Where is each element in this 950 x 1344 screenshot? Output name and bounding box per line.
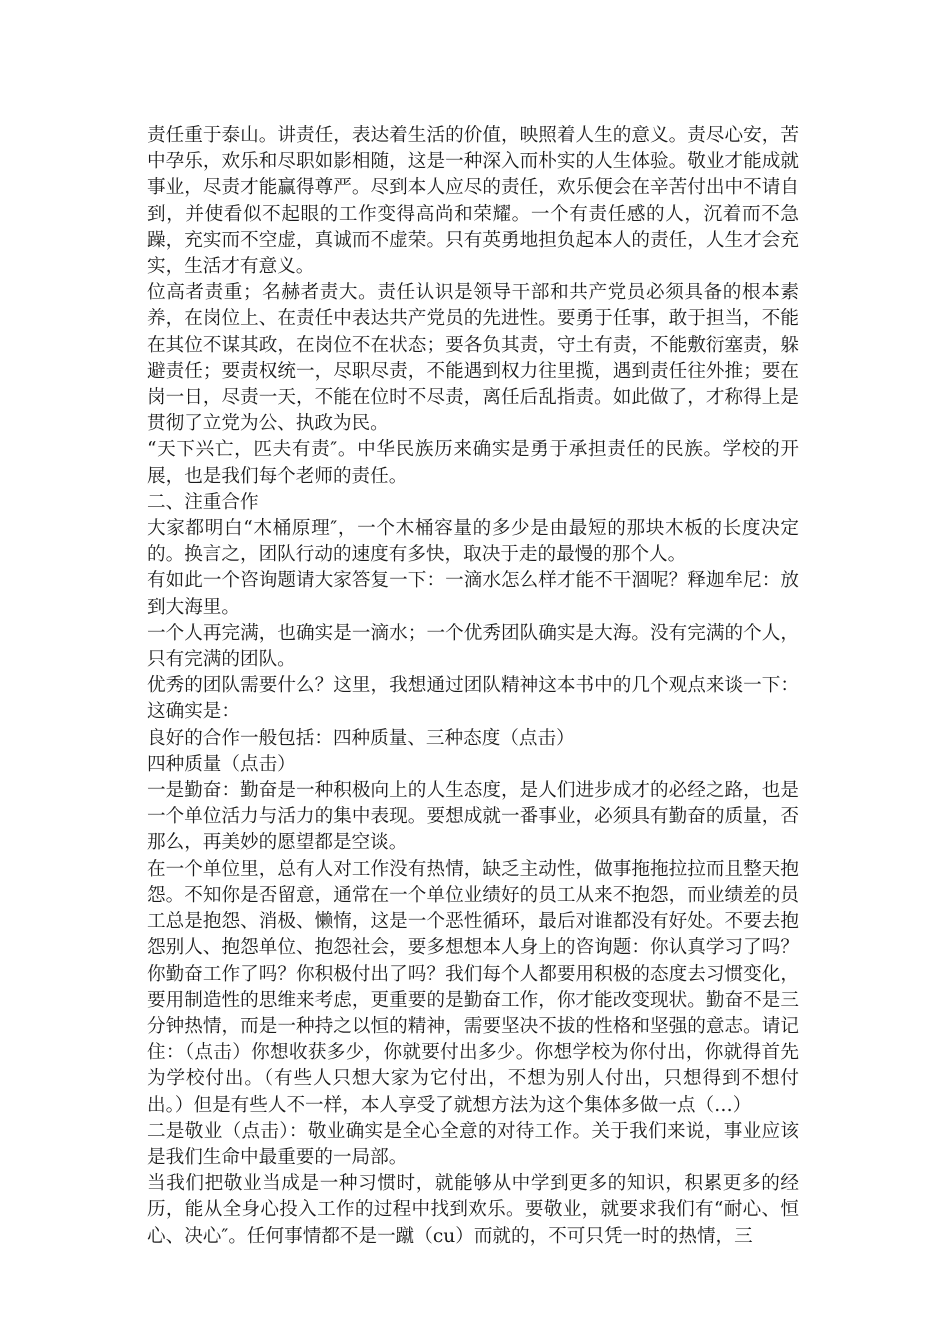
paragraph-complaining: 在一个单位里，总有人对工作没有热情，缺乏主动性，做事拖拖拉拉而且整天抱怨。不知你是否留意，通常在一个单位业绩好的员工从来不抱怨，而业绩差的员工总是抱怨、消极、懒惰，这是一个恶性循环，最后对谁都没有好处。不要去抱怨别人、抱怨单位、抱怨社会，要多想想本人身上的咨询题：你认真学习了吗？你勤奋工作了吗？你积极付出了吗？我们每个人都要用积极的态度去习惯变化，要用制造性的思维来考虑，更重要的是勤奋工作，你才能改变现状。勤奋不是三分钟热情，而是一种持之以恒的精神，需要坚决不拔的性格和坚强的意志。请记住：（点击）你想收获多少，你就要付出多少。你想学校为你付出，你就得首先为学校付出。（有些人只想大家为它付出，不想为别人付出，只想得到不想付出。）但是有些人不一样，本人享受了就想方法为这个集体多做一点（…）	[147, 858, 799, 1116]
paragraph-leader-responsibility: 位高者责重；名赫者责大。责任认识是领导干部和共产党员必须具备的根本素养，在岗位上、在责任中表达共产党员的先进性。要勇于任事，敢于担当，不能在其位不谋其政，在岗位不在状态；要各负其责，守土有责，不能敷衍塞责，躲避责任；要责权统一，尽职尽责，不能遇到权力往里揽，遇到责任往外推；要在岗一日，尽责一天，不能在位时不尽责，离任后乱指责。如此做了，才称得上是贯彻了立党为公、执政为民。	[147, 282, 799, 435]
paragraph-perfect-team: 一个人再完满，也确实是一滴水；一个优秀团队确实是大海。没有完满的个人，只有完满的团队。	[147, 622, 799, 671]
paragraph-diligence: 一是勤奋：勤奋是一种积极向上的人生态度，是人们进步成才的必经之路，也是一个单位活力与活力的集中表现。要想成就一番事业，必须具有勤奋的质量，否那么，再美妙的愿望都是空谈。	[147, 780, 799, 854]
paragraph-good-cooperation: 良好的合作一般包括：四种质量、三种态度（点击）	[147, 727, 575, 749]
paragraph-team-needs: 优秀的团队需要什么？这里，我想通过团队精神这本书中的几个观点来谈一下：这确实是：	[147, 675, 799, 723]
document-page	[147, 123, 799, 1250]
paragraph-dedication-habit: 当我们把敬业当成是一种习惯时，就能够从中学到更多的知识，积累更多的经历，能从全身心投入工作的过程中找到欢乐。要敬业，就要求我们有“耐心、恒心、决心″。任何事情都不是一蹴（cu）而就的，不可只凭一时的热情，三	[147, 1173, 799, 1247]
paragraph-water-drop-question: 有如此一个咨询题请大家答复一下：一滴水怎么样才能不干涸呢？释迦牟尼：放到大海里。	[147, 570, 799, 618]
paragraph-responsibility-mountain: 责任重于泰山。讲责任，表达着生活的价值，映照着人生的意义。责尽心安，苦中孕乐，欢乐和尽职如影相随，这是一种深入而朴实的人生体验。敬业才能成就事业，尽责才能赢得尊严。尽到本人应尽的责任，欢乐便会在辛苦付出中不请自到，并使看似不起眼的工作变得高尚和荣耀。一个有责任感的人，沉着而不急躁，充实而不空虚，真诚而不虚荣。只有英勇地担负起本人的责任，人生才会充实，生活才有意义。	[147, 125, 799, 278]
paragraph-national-responsibility: “天下兴亡，匹夫有责″。中华民族历来确实是勇于承担责任的民族。学校的开展，也是我们每个老师的责任。	[147, 439, 799, 487]
paragraph-barrel-principle: 大家都明白“木桶原理″，一个木桶容量的多少是由最短的那块木板的长度决定的。换言之，团队行动的速度有多快，取决于走的最慢的那个人。	[147, 518, 799, 566]
section-heading-cooperation: 二、注重合作	[147, 491, 259, 513]
paragraph-dedication: 二是敬业（点击）：敬业确实是全心全意的对待工作。关于我们来说，事业应该是我们生命中最重要的一局部。	[147, 1120, 799, 1168]
subheading-four-qualities: 四种质量（点击）	[147, 753, 296, 775]
